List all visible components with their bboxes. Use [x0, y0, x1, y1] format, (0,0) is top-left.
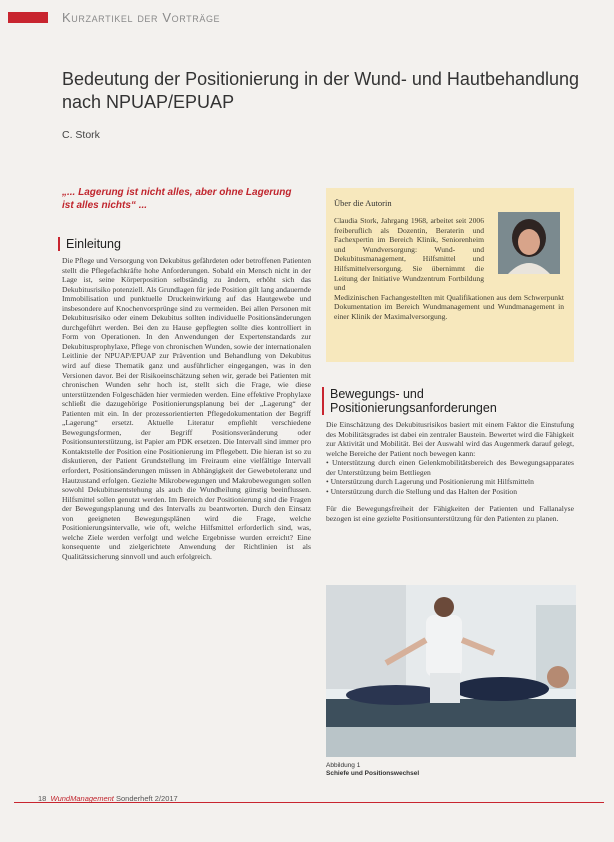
- journal-issue: Sonderheft 2/2017: [115, 794, 178, 803]
- author-photo: [498, 212, 560, 274]
- page-number: 18: [38, 794, 47, 803]
- journal-name: WundManagement: [50, 794, 114, 803]
- figure-caption: Schiefe und Positionswechsel: [326, 770, 420, 777]
- paragraph-einleitung: Die Pflege und Versorgung von Dekubitus gefährdeten oder betroffenen Patienten stellt die Pflegefachkräfte hohe Anforderungen. Sobald ein Mensch nicht in der Lage ist, seine Körperposition selbständig zu ändern, erhöht sich das Dekubitusrisiko potenziell. Als Grundlagen für jede Position gilt lang andauernde Immobilisation und punktuelle Druckeinwirkung auf das Hautgewebe und insbesondere auf Knochenvorsprünge sind zu vermeiden. Bei allen Personen mit Dekubitusrisiko oder einem Dekubitus sollten individuelle Positionsänderungen durchgeführt werden. Bei den zu Hause gepflegten sollte dies kontrolliert in Form von Operationen. In den Anwendungen der Expertenstandards zur Dekubitusprophylaxe, Pflege von chronischen Wunden, sowie der internationalen Leitlinie der NPUAP/EPUAP zur Prävention und Behandlung von Dekubitus wird auf diese Thematik ganz und ausführlicher eingegangen, was in den Versionen davor. Bei der Risikoeinschätzung sehen wir, gerade bei Patienten mit chronischen Wunden sehr hoch ist, stellt sich die Frage, wie diese unterstützenden Folgeschäden hier vermieden werden. Eine effektive Prophylaxe schließt die dazugehörige Positionierungsplanung bei der „Lagerung“ der Patienten mit ein. In der prozessorientierten Pflegedokumentation der Begriff „Lagerung“ ersetzt. Aktuelle Literatur empfiehlt verschiedene Bewegungsformen, der Begriff Positionsveränderung oder Positionsunterstützung, ist Papier am PDK ersetzen. Die Intervall sind immer pro Kontaktstelle der Position eine Positionierung im Pflegebett. Die hieran ist so zu diskutieren, der Patient Grundstellung im Freiraum eine vielfältige Intervall erfordert, Positionsänderungen müssen in Abhängigkeit der Gewebetoleranz und Hautzustand erfolgen. Gezielte Mikrobewegungen und Makrobewegungen sollen sowohl Dekubitusentstehung als auch die Wundheilung günstig beeinflussen. Hilfsmittel sollen genutzt werden. Im Bereich der Positionierung sind die Fragen der Bewegungsplanung und des Intervalls zu beantworten. Durch den Einsatz von geeigneten Bewegungsplänen wird die Frage, welche Positionierungsintervalle, wie oft, welche Hilfsmittel erforderlich sind, was, welche Ziele werden verfolgt und welche Ergebnisse wurden erreicht? Eine konsequente und zielgerichtete Anwendung der Richtlinien ist als Qualitätssicherung sinnvoll und auch erfolgreich.: [62, 256, 311, 561]
- author-bio-top: Claudia Stork, Jahrgang 1968, arbeitet seit 2006 freiberuflich als Dozentin, Beraterin und Fachexpertin im Bereich Klinik, Seniorenheim und Wundversorgung: Wund- und Dekubitusmanagement, Hilfsmittel und Hilfsmittelversorgung. Sie übernimmt die Leitung der Initiative Wundzentrum Fortbildung und: [334, 216, 484, 293]
- author-box-heading: Über die Autorin: [334, 198, 392, 208]
- heading-bewegung: Bewegungs- und Positionierungsanforderungen: [322, 387, 580, 415]
- figure-photo: [326, 585, 576, 757]
- article-title: Bedeutung der Positionierung in der Wund- und Hautbehandlung nach NPUAP/EPUAP: [62, 69, 580, 112]
- section-tag: [8, 12, 48, 23]
- pull-quote: „... Lagerung ist nicht alles, aber ohne Lagerung ist alles nichts“ ...: [62, 187, 292, 211]
- section-header: Kurzartikel der Vorträge: [62, 10, 221, 25]
- author-info-box: [326, 188, 574, 362]
- paragraph-bewegung: [326, 420, 574, 570]
- bewegung-text-after: Für die Bewegungsfreiheit der Fähigkeiten der Patienten und Fallanalyse bezogen ist eine gezielte Positionsunterstützung für den Patienten zu planen.: [326, 504, 574, 523]
- bewegung-text: Die Einschätzung des Dekubitusrisikos basiert mit einem Faktor die Einstufung des Mobilitätsgrades ist dabei ein zentraler Baustein. Bewertet wird die Fähigkeit zur Aktivität und Mobilität. Bei der Auswahl wird das Augenmerk darauf gelegt, welche Bereiche der Patient noch bewegen kann:: [326, 420, 574, 458]
- figure-label: Abbildung 1: [326, 762, 361, 769]
- author-bio-full: Medizinischen Fachangestellten mit Qualifikationen aus dem Schwerpunkt Dokumentation im Bereich Wundmanagement und Wundmanagement in einer Klinik der Maximalversorgung.: [334, 292, 564, 321]
- bewegung-bullet: • Unterstützung durch einen Gelenkmobilitätsbereich des Bewegungsapparates der Unterstützung beim Bettliegen: [326, 458, 574, 477]
- bewegung-bullet: • Unterstützung durch Lagerung und Positionierung mit Hilfsmitteln: [326, 477, 534, 487]
- article-author: C. Stork: [62, 129, 100, 141]
- heading-einleitung: Einleitung: [58, 237, 121, 251]
- bewegung-bullet: • Unterstützung durch die Stellung und das Halten der Position: [326, 486, 518, 496]
- page-footer: [38, 794, 178, 803]
